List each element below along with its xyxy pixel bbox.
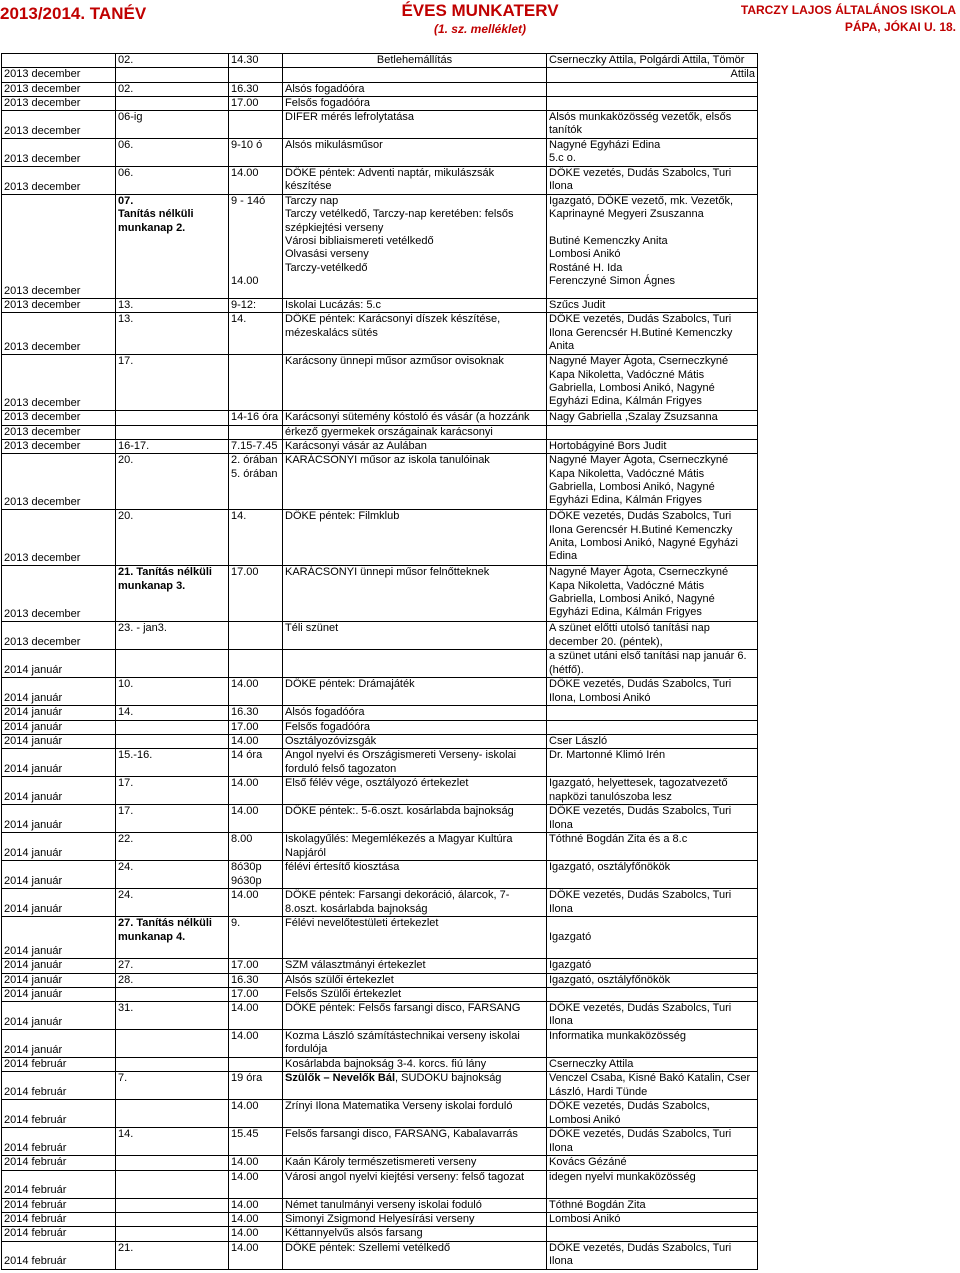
schedule-row [2,313,758,355]
time-cell: 14.30 [229,54,283,68]
event-cell: Felsős farsangi disco, FARSANG, Kabalavarrás [283,1128,547,1156]
event-cell: DÖKE péntek: Filmklub [283,510,547,566]
month-cell: 2013 december [2,68,116,82]
month-cell: 2013 december [2,454,116,510]
event-cell: Felsős fogadóóra [283,720,547,734]
schedule-row [2,566,758,622]
day-cell [116,1170,229,1198]
schedule-row [2,1156,758,1170]
day-cell: 24. [116,861,229,889]
day-cell: 06. [116,167,229,195]
time-cell: 14.00 [229,167,283,195]
day-cell: 16-17. [116,440,229,454]
time-cell: 14.00 [229,1030,283,1058]
schedule-row [2,440,758,454]
day-cell [116,425,229,439]
responsible-cell: DÖKE vezetés, Dudás Szabolcs, Turi Ilona Gerencsér H.Butiné Kemenczky Anita, Lombosi Anikó, Nagyné Egyházi Edina [547,510,758,566]
responsible-cell: Nagyné Mayer Ágota, Cserneczkyné Kapa Nikoletta, Vadóczné Mátis Gabriella, Lombosi Anikó, Nagyné Egyházi Edina, Kálmán Frigyes [547,355,758,411]
event-cell: DÖKE péntek: Karácsonyi díszek készítése, mézeskalács sütés [283,313,547,355]
schedule-row [2,54,758,68]
responsible-cell: DŐKE vezetés, Dudás Szabolcs, Turi Ilona [547,1241,758,1269]
month-cell: 2014 január [2,706,116,720]
schedule-row [2,622,758,650]
time-cell: 7.15-7.45 [229,440,283,454]
responsible-cell: Igazgató, osztályfőnökök [547,973,758,987]
day-cell: 17. [116,805,229,833]
schedule-row [2,959,758,973]
schedule-row [2,454,758,510]
event-cell: KARÁCSONYI ünnepi műsor felnőtteknek [283,566,547,622]
time-cell: 17.00 [229,959,283,973]
time-cell: 9-12: [229,299,283,313]
schedule-row [2,987,758,1001]
responsible-cell [547,720,758,734]
day-cell: 20. [116,510,229,566]
month-cell: 2014 február [2,1241,116,1269]
responsible-cell [547,82,758,96]
day-cell: 06-ig [116,111,229,139]
day-cell: 06. [116,139,229,167]
month-cell: 2014 január [2,987,116,1001]
responsible-cell: Tóthné Bogdán Zita és a 8.c [547,833,758,861]
time-cell: 9 - 14ó 14.00 [229,195,283,299]
responsible-cell: A szünet előtti utolsó tanítási nap december 20. (péntek), [547,622,758,650]
responsible-cell: Nagyné Egyházi Edina 5.c o. [547,139,758,167]
time-cell: 9-10 ó [229,139,283,167]
responsible-cell: Igazgató [547,959,758,973]
schedule-row [2,917,758,959]
day-cell: 02. [116,82,229,96]
responsible-cell: Alsós munkaközösség vezetők, elsős tanítók [547,111,758,139]
day-cell: 20. [116,454,229,510]
schedule-row [2,68,758,82]
month-cell: 2014 február [2,1170,116,1198]
document-title: ÉVES MUNKATERV [401,1,559,20]
time-cell: 14.00 [229,734,283,748]
time-cell: 14.00 [229,889,283,917]
time-cell [229,650,283,678]
month-cell: 2014 január [2,678,116,706]
responsible-cell [547,425,758,439]
schedule-row [2,706,758,720]
event-cell: Zrínyi Ilona Matematika Verseny iskolai forduló [283,1100,547,1128]
time-cell: 14.00 [229,1002,283,1030]
time-cell: 16.30 [229,973,283,987]
schedule-table [1,53,758,1270]
responsible-cell: Nagy Gabriella ,Szalay Zsuzsanna [547,411,758,425]
schedule-row [2,167,758,195]
schedule-row [2,1170,758,1198]
schedule-row [2,1213,758,1227]
time-cell: 16.30 [229,706,283,720]
schedule-row [2,734,758,748]
month-cell: 2014 január [2,959,116,973]
day-cell [116,1100,229,1128]
responsible-cell: Tóthné Bogdán Zita [547,1198,758,1212]
day-cell [116,1058,229,1072]
responsible-cell: DŐKE vezetés, Dudás Szabolcs, Turi Ilona [547,1002,758,1030]
day-cell [116,987,229,1001]
month-cell: 2014 február [2,1072,116,1100]
day-cell: 10. [116,678,229,706]
time-cell [229,1058,283,1072]
responsible-cell: Cserneczky Attila, Polgárdi Attila, Tömör [547,54,758,68]
responsible-cell: Nagyné Mayer Ágota, Cserneczkyné Kapa Nikoletta, Vadóczné Mátis Gabriella, Lombosi Anikó, Nagyné Egyházi Edina, Kálmán Frigyes [547,454,758,510]
time-cell: 15.45 [229,1128,283,1156]
day-cell: 13. [116,299,229,313]
schedule-row [2,650,758,678]
event-cell [283,650,547,678]
time-cell: 14. [229,510,283,566]
month-cell: 2013 december [2,313,116,355]
day-cell: 15.-16. [116,749,229,777]
event-cell: Kozma László számítástechnikai verseny iskolai fordulója [283,1030,547,1058]
event-cell: érkező gyermekek országainak karácsonyi [283,425,547,439]
responsible-cell: DÖKE vezetés, Dudás Szabolcs, Turi Ilona [547,805,758,833]
time-cell: 16.30 [229,82,283,96]
event-cell: Iskolagyűlés: Megemlékezés a Magyar Kultúra Napjáról [283,833,547,861]
month-cell: 2014 január [2,777,116,805]
month-cell: 2014 január [2,720,116,734]
time-cell: 14.00 [229,777,283,805]
time-cell: 17.00 [229,720,283,734]
month-cell: 2014 január [2,889,116,917]
month-cell: 2014 január [2,1030,116,1058]
month-cell: 2014 január [2,805,116,833]
schedule-row [2,1100,758,1128]
month-cell: 2014 január [2,749,116,777]
month-cell: 2013 december [2,355,116,411]
schedule-row [2,195,758,299]
event-cell: Karácsonyi vásár az Aulában [283,440,547,454]
event-cell: Iskolai Lucázás: 5.c [283,299,547,313]
responsible-cell [547,706,758,720]
time-cell: 14.00 [229,1156,283,1170]
event-cell: DÖKE péntek: Felsős farsangi disco, FARSANG [283,1002,547,1030]
day-cell: 07. Tanítás nélküli munkanap 2. [116,195,229,299]
event-cell: Felsős Szülői értekezlet [283,987,547,1001]
month-cell: 2013 december [2,299,116,313]
event-cell: Tarczy nap Tarczy vetélkedő, Tarczy-nap keretében: felsős szépkiejtési verseny Városi bibliaismereti vetélkedő Olvasási verseny Tarczy-vetélkedő [283,195,547,299]
responsible-cell: Informatika munkaközösség [547,1030,758,1058]
day-cell [116,1156,229,1170]
day-cell: 31. [116,1002,229,1030]
month-cell: 2014 február [2,1156,116,1170]
school-address: PÁPA, JÓKAI U. 18. [844,20,956,34]
event-cell: Téli szünet [283,622,547,650]
time-cell: 14 óra [229,749,283,777]
schedule-row [2,1030,758,1058]
time-cell: 8.00 [229,833,283,861]
month-cell: 2013 december [2,82,116,96]
event-cell: félévi értesítő kiosztása [283,861,547,889]
month-cell: 2014 február [2,1227,116,1241]
day-cell: 17. [116,355,229,411]
responsible-cell [547,987,758,1001]
event-cell: Kosárlabda bajnokság 3-4. korcs. fiú lány [283,1058,547,1072]
month-cell [2,54,116,68]
responsible-cell: Kovács Gézáné [547,1156,758,1170]
time-cell [229,111,283,139]
day-cell: 02. [116,54,229,68]
month-cell: 2014 január [2,1002,116,1030]
day-cell: 17. [116,777,229,805]
day-cell [116,1030,229,1058]
time-cell: 17.00 [229,987,283,1001]
schedule-row [2,1072,758,1100]
time-cell: 14.00 [229,1241,283,1269]
time-cell: 14.00 [229,1227,283,1241]
time-cell: 14.00 [229,1198,283,1212]
time-cell: 17.00 [229,566,283,622]
schedule-row [2,833,758,861]
event-cell: Első félév vége, osztályozó értekezlet [283,777,547,805]
day-cell: 13. [116,313,229,355]
schedule-row [2,510,758,566]
time-cell: 2. órában 5. órában [229,454,283,510]
day-cell: 7. [116,1072,229,1100]
day-cell [116,1213,229,1227]
event-cell: Városi angol nyelvi kiejtési verseny: felső tagozat [283,1170,547,1198]
responsible-cell: Attila [547,68,758,82]
event-cell: DÖKE péntek: Farsangi dekoráció, álarcok, 7- 8.oszt. kosárlabda bajnokság [283,889,547,917]
schedule-row [2,678,758,706]
day-cell [116,96,229,110]
event-cell: Alsós fogadóóra [283,706,547,720]
day-cell: 24. [116,889,229,917]
day-cell: 22. [116,833,229,861]
month-cell: 2014 január [2,833,116,861]
schedule-row [2,861,758,889]
day-cell [116,68,229,82]
month-cell: 2014 február [2,1100,116,1128]
time-cell [229,622,283,650]
month-cell: 2014 február [2,1198,116,1212]
responsible-cell: Igazgató, helyettesek, tagozatvezető napközi tanulószoba lesz [547,777,758,805]
month-cell: 2013 december [2,195,116,299]
event-cell: DÖKE péntek: Adventi naptár, mikulászsák készítése [283,167,547,195]
responsible-cell: Igazgató, osztályfőnökök [547,861,758,889]
month-cell: 2013 december [2,139,116,167]
month-cell: 2014 január [2,861,116,889]
school-name: TARCZY LAJOS ÁLTALÁNOS ISKOLA [740,3,956,17]
schedule-row [2,777,758,805]
event-cell [283,68,547,82]
event-cell: Karácsony ünnepi műsor azműsor ovisoknak [283,355,547,411]
responsible-cell: Igazgató, DÖKE vezető, mk. Vezetők, Kaprinayné Megyeri Zsuszanna Butiné Kemenczky Anita Lombosi Anikó Rostáné H. Ida Ferenczyné Simon Ágnes [547,195,758,299]
responsible-cell: DÖKE vezetés, Dudás Szabolcs, Turi Ilona [547,889,758,917]
time-cell: 14.00 [229,678,283,706]
event-cell: Alsós fogadóóra [283,82,547,96]
month-cell: 2014 január [2,917,116,959]
responsible-cell [547,1227,758,1241]
month-cell: 2013 december [2,425,116,439]
month-cell: 2013 december [2,411,116,425]
schedule-row [2,1241,758,1269]
time-cell: 14.00 [229,805,283,833]
month-cell: 2013 december [2,622,116,650]
schedule-row [2,299,758,313]
event-cell: KARÁCSONYI műsor az iskola tanulóinak [283,454,547,510]
schedule-row [2,96,758,110]
time-cell [229,425,283,439]
schedule-row [2,111,758,139]
schedule-row [2,425,758,439]
day-cell: 21. Tanítás nélküli munkanap 3. [116,566,229,622]
event-cell: DŐKE péntek: Szellemi vetélkedő [283,1241,547,1269]
month-cell: 2013 december [2,96,116,110]
event-cell: Felsős fogadóóra [283,96,547,110]
event-cell: Karácsonyi sütemény kóstoló és vásár (a hozzánk [283,411,547,425]
time-cell: 9. [229,917,283,959]
event-cell: Német tanulmányi verseny iskolai foduló [283,1198,547,1212]
month-cell: 2013 december [2,566,116,622]
day-cell [116,650,229,678]
day-cell: 28. [116,973,229,987]
time-cell: 14.00 [229,1213,283,1227]
schedule-row [2,973,758,987]
responsible-cell: Szűcs Judit [547,299,758,313]
month-cell: 2014 január [2,734,116,748]
day-cell: 14. [116,1128,229,1156]
schedule-row [2,1058,758,1072]
time-cell: 14-16 óra [229,411,283,425]
event-cell: Kaán Károly természetismereti verseny [283,1156,547,1170]
schedule-row [2,139,758,167]
schedule-row [2,82,758,96]
time-cell [229,355,283,411]
event-cell: DIFER mérés lefrolytatása [283,111,547,139]
day-cell [116,411,229,425]
day-cell: 27. [116,959,229,973]
event-cell: Angol nyelvi és Országismereti Verseny- iskolai forduló felső tagozaton [283,749,547,777]
event-cell: DÖKE péntek:. 5-6.oszt. kosárlabda bajnokság [283,805,547,833]
month-cell: 2014 január [2,650,116,678]
month-cell: 2014 február [2,1058,116,1072]
responsible-cell: Dr. Martonné Klimó Irén [547,749,758,777]
schedule-row [2,355,758,411]
page-header [0,0,960,44]
month-cell: 2013 december [2,111,116,139]
responsible-cell: Venczel Csaba, Kisné Bakó Katalin, Cser László, Hardi Tünde [547,1072,758,1100]
event-cell: Alsós szülői értekezlet [283,973,547,987]
schedule-row [2,805,758,833]
day-cell [116,1198,229,1212]
responsible-cell: DÖKE vezetés, Dudás Szabolcs, Lombosi Anikó [547,1100,758,1128]
event-cell: DÖKE péntek: Drámajáték [283,678,547,706]
document-subtitle: (1. sz. melléklet) [433,22,527,36]
month-cell: 2014 február [2,1128,116,1156]
responsible-cell: Nagyné Mayer Ágota, Cserneczkyné Kapa Nikoletta, Vadóczné Mátis Gabriella, Lombosi Anikó, Nagyné Egyházi Edina, Kálmán Frigyes [547,566,758,622]
day-cell [116,720,229,734]
school-year: 2013/2014. TANÉV [0,4,147,23]
responsible-cell: DÖKE vezetés, Dudás Szabolcs, Turi Ilona [547,167,758,195]
responsible-cell: a szünet utáni első tanítási nap január 6. (hétfő). [547,650,758,678]
time-cell: 14.00 [229,1170,283,1198]
month-cell: 2014 február [2,1213,116,1227]
month-cell: 2014 január [2,973,116,987]
event-cell: Kéttannyelvűs alsós farsang [283,1227,547,1241]
day-cell: 23. - jan3. [116,622,229,650]
responsible-cell [547,96,758,110]
schedule-row [2,1002,758,1030]
event-cell: SZM választmányi értekezlet [283,959,547,973]
time-cell: 8ó30p 9ó30p [229,861,283,889]
time-cell: 17.00 [229,96,283,110]
schedule-row [2,889,758,917]
schedule-row [2,749,758,777]
responsible-cell: DÖKE vezetés, Dudás Szabolcs, Turi Ilona Gerencsér H.Butiné Kemenczky Anita [547,313,758,355]
event-cell: Szülők – Nevelők Bál, SUDOKU bajnokság [283,1072,547,1100]
event-cell: Simonyi Zsigmond Helyesírási verseny [283,1213,547,1227]
event-cell: Osztályozóvizsgák [283,734,547,748]
schedule-row [2,411,758,425]
schedule-row [2,720,758,734]
schedule-row [2,1227,758,1241]
responsible-cell: Cser László [547,734,758,748]
time-cell: 14. [229,313,283,355]
day-cell: 21. [116,1241,229,1269]
event-cell: Félévi nevelőtestületi értekezlet [283,917,547,959]
time-cell: 19 óra [229,1072,283,1100]
responsible-cell: Igazgató [547,917,758,959]
time-cell [229,68,283,82]
event-cell: Betlehemállítás [283,54,547,68]
month-cell: 2013 december [2,440,116,454]
month-cell: 2013 december [2,510,116,566]
responsible-cell: DŐKE vezetés, Dudás Szabolcs, Turi Ilona [547,1128,758,1156]
schedule-row [2,1198,758,1212]
responsible-cell: DÖKE vezetés, Dudás Szabolcs, Turi Ilona, Lombosi Anikó [547,678,758,706]
day-cell [116,734,229,748]
responsible-cell: Cserneczky Attila [547,1058,758,1072]
responsible-cell: idegen nyelvi munkaközösség [547,1170,758,1198]
day-cell: 14. [116,706,229,720]
schedule-row [2,1128,758,1156]
responsible-cell: Lombosi Anikó [547,1213,758,1227]
event-cell: Alsós mikulásműsor [283,139,547,167]
day-cell: 27. Tanítás nélküli munkanap 4. [116,917,229,959]
responsible-cell: Hortobágyiné Bors Judit [547,440,758,454]
month-cell: 2013 december [2,167,116,195]
day-cell [116,1227,229,1241]
time-cell: 14.00 [229,1100,283,1128]
